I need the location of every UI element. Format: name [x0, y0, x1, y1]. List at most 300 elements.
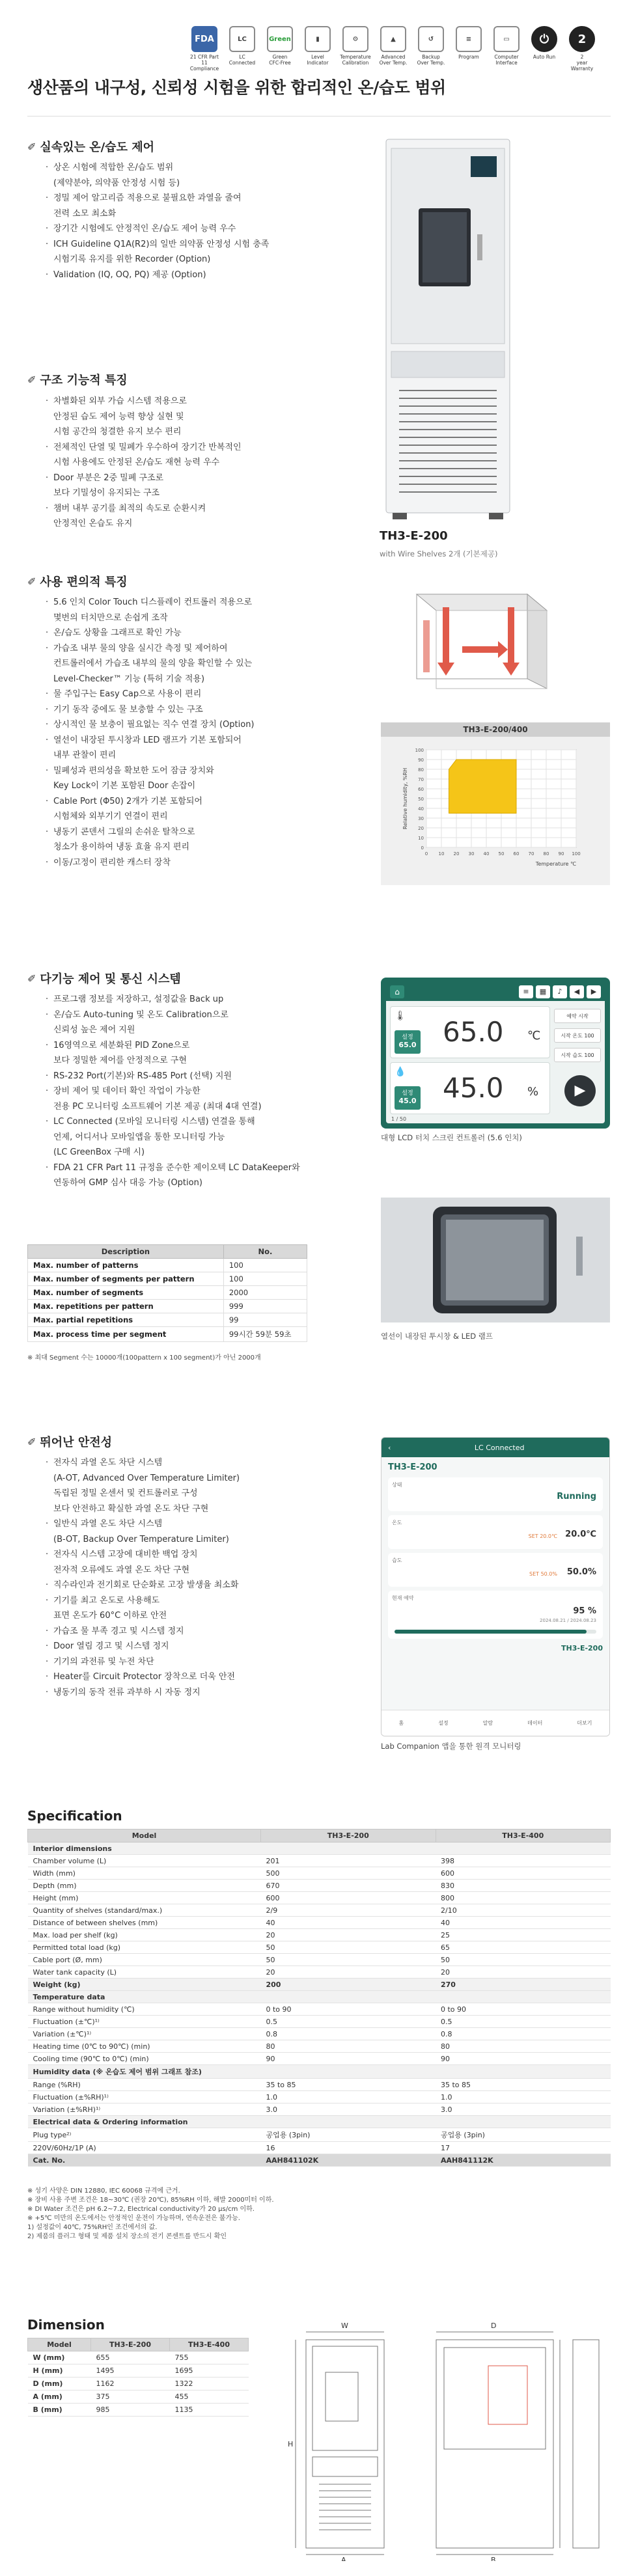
list-item: · 직수라인과 전기회로 단순화로 고장 발생율 최소화	[46, 1578, 240, 1593]
table-cell: 1162	[91, 2377, 170, 2391]
list-item: · 차별화된 외부 가습 시스템 적용으로	[46, 394, 242, 409]
table-cell: D (mm)	[28, 2377, 91, 2391]
table-header: Model	[28, 2338, 91, 2351]
table-cell	[436, 1991, 611, 2003]
list-item: · FDA 21 CFR Part 11 규정을 준수한 제이오텍 LC DataKeeper와	[46, 1160, 300, 1176]
table-cell: Variation (±%RH)¹⁾	[28, 2103, 261, 2116]
section-marker-icon: ✐	[27, 140, 36, 153]
table-cell: 2/10	[436, 1904, 611, 1917]
table-cell: 20	[436, 1966, 611, 1979]
table-row	[28, 1954, 611, 1966]
section-network-title: ✐ 다기능 제어 및 통신 시스템	[27, 972, 181, 986]
table-row	[28, 2091, 611, 2103]
table-row	[28, 1929, 611, 1941]
table-cell: 3.0	[436, 2103, 611, 2116]
backup-icon: ↺	[418, 26, 444, 52]
list-item: · 온/습도 Auto-tuning 및 온도 Calibration으로	[46, 1007, 300, 1023]
list-item: 시험기록 유지를 위한 Recorder (Option)	[53, 254, 211, 264]
table-cell: 100	[223, 1272, 307, 1286]
list-item: 보다 기밀성이 유지되는 구조	[53, 488, 160, 498]
x-tick-label: 40	[483, 851, 490, 856]
table-row	[28, 1286, 307, 1300]
list-item: · Validation (IQ, OQ, PQ) 제공 (Option)	[46, 267, 269, 283]
program-table	[27, 1244, 307, 1342]
note-line: ※ DI Water 조건은 pH 6.2~7.2, Electrical conductivity가 20 μs/cm 이하.	[27, 2206, 255, 2213]
table-cell: 655	[91, 2351, 170, 2364]
list-item: 신뢰성 높은 제어 지원	[53, 1025, 135, 1035]
dim-label-h: H	[288, 2440, 294, 2448]
badge	[452, 26, 486, 72]
table-cell: 1495	[91, 2364, 170, 2377]
list-item: · 물 주입구는 Easy Cap으로 사용이 편리	[46, 687, 255, 702]
table-row	[28, 2116, 611, 2128]
table-cell: 50	[261, 1954, 436, 1966]
table-cell: 0.8	[436, 2028, 611, 2040]
badge-label: Program	[458, 54, 479, 60]
temp-unit: ℃	[527, 1029, 541, 1043]
list-item: · 기기를 최고 온도로 사용해도	[46, 1593, 240, 1609]
phone-temp-value: 20.0℃	[565, 1529, 596, 1539]
badge-label: 2 year Warranty	[570, 54, 594, 72]
table-cell: AAH841112K	[436, 2154, 611, 2167]
table-cell: 985	[91, 2404, 170, 2417]
phone-hum-value: 50.0%	[566, 1567, 596, 1577]
table-cell: 35 to 85	[261, 2079, 436, 2091]
table-cell: Plug type²⁾	[28, 2128, 261, 2142]
section-marker-icon: ✐	[27, 1435, 36, 1448]
table-cell: Max. process time per segment	[28, 1327, 224, 1342]
badge-label: Computer Interface	[494, 54, 519, 66]
table-cell: Temperature data	[28, 1991, 261, 2003]
back-arrow-icon[interactable]: ‹	[388, 1443, 391, 1452]
alarm-icon[interactable]: ♪	[553, 985, 567, 998]
temp-set: SET 20.0℃	[528, 1533, 557, 1539]
table-row	[28, 1843, 611, 1855]
airflow-illustration	[391, 581, 560, 692]
x-tick-label: 70	[528, 851, 534, 856]
note-line: ※ 성기 사양은 DIN 12880, IEC 60068 규격에 근거.	[27, 2187, 180, 2195]
table-cell: 1.0	[261, 2091, 436, 2103]
list-item: · 전체적인 단열 및 밀폐가 우수하여 장기간 반복적인	[46, 440, 242, 456]
table-cell: Interior dimensions	[28, 1843, 261, 1855]
table-cell: Max. number of segments	[28, 1286, 224, 1300]
graph-icon[interactable]: ▦	[536, 985, 550, 998]
hum-unit: %	[527, 1085, 539, 1099]
badge-label: Green CFC-Free	[269, 54, 291, 66]
table-row	[28, 2142, 611, 2154]
table-cell: 201	[261, 1855, 436, 1867]
program-note: ※ 최대 Segment 수는 10000개(100pattern x 100 segment)가 아닌 2000개	[27, 1354, 261, 1362]
table-cell: A (mm)	[28, 2391, 91, 2404]
table-cell: Max. repetitions per pattern	[28, 1300, 224, 1313]
table-cell: Variation (±℃)¹⁾	[28, 2028, 261, 2040]
dimension-drawing	[273, 2314, 612, 2561]
table-cell: 공업용 (3pin)	[436, 2128, 611, 2142]
warranty-icon: 2	[569, 26, 595, 52]
temp-label: 온도	[392, 1520, 402, 1526]
section-safety-title: ✐ 뛰어난 안전성	[27, 1435, 113, 1449]
badge	[565, 26, 599, 72]
list-item: · 전자식 과열 온도 차단 시스템	[46, 1455, 240, 1471]
y-axis-label: Relative humidity, %RH	[402, 767, 408, 830]
alarm-label: 현재 예약	[392, 1595, 414, 1601]
menu-icon[interactable]: ≡	[519, 985, 533, 998]
list-item: 안정된 습도 제어 능력 향상 실현 및	[53, 411, 184, 422]
y-tick-label: 30	[418, 816, 424, 821]
table-cell: Weight (kg)	[28, 1979, 261, 1991]
table-row	[28, 1313, 307, 1327]
start-hum-button[interactable]: 시작 습도 100	[554, 1048, 601, 1062]
feature-badges	[187, 26, 599, 72]
table-cell: 1695	[170, 2364, 249, 2377]
table-cell: 220V/60Hz/1P (A)	[28, 2142, 261, 2154]
table-cell: 375	[91, 2391, 170, 2404]
y-tick-label: 70	[418, 777, 424, 782]
y-tick-label: 0	[421, 845, 424, 851]
x-tick-label: 10	[438, 851, 445, 856]
table-row	[28, 2351, 249, 2364]
section-marker-icon: ✐	[27, 972, 36, 985]
table-row	[28, 1979, 611, 1991]
thermometer-icon: 🌡	[395, 1011, 406, 1021]
table-cell: Fluctuation (±℃)¹⁾	[28, 2016, 261, 2028]
badge	[263, 26, 297, 72]
spec-table	[27, 1829, 611, 2167]
network-list	[46, 992, 300, 1191]
product-sub-caption: with Wire Shelves 2개 (기본제공)	[380, 549, 498, 558]
page-headline: 생산품의 내구성, 신뢰성 시험을 위한 합리적인 온/습도 범위	[27, 78, 446, 97]
list-item: (LC GreenBox 구매 시)	[53, 1147, 145, 1157]
home-icon[interactable]: ⌂	[390, 985, 404, 998]
nav-item[interactable]: 데이터	[527, 1720, 543, 1726]
table-header: Model	[28, 1829, 261, 1843]
list-item: 언제, 어디서나 모바일앱을 통한 모니터링 가능	[53, 1132, 225, 1142]
table-row	[28, 2377, 249, 2391]
table-cell: 99시간 59분 59초	[223, 1327, 307, 1342]
x-tick-label: 50	[498, 851, 505, 856]
table-row	[28, 1892, 611, 1904]
badge	[339, 26, 372, 72]
table-cell: 17	[436, 2142, 611, 2154]
status-label: 상태	[392, 1482, 402, 1488]
list-item: · 냉동기의 동작 전류 과부하 시 자동 정지	[46, 1685, 240, 1701]
app-header: LC Connected	[474, 1443, 525, 1452]
table-cell: B (mm)	[28, 2404, 91, 2417]
range-chart	[381, 737, 610, 885]
table-cell: 600	[436, 1867, 611, 1880]
badge-label: Backup Over Temp.	[417, 54, 445, 66]
table-cell: 830	[436, 1880, 611, 1892]
table-cell: 0.5	[436, 2016, 611, 2028]
table-cell: 35 to 85	[436, 2079, 611, 2091]
table-cell: Fluctuation (±%RH)¹⁾	[28, 2091, 261, 2103]
list-item: 청소가 용이하여 냉동 효율 유지 편리	[53, 842, 190, 852]
phone-model: TH3-E-200	[388, 1462, 437, 1472]
table-cell: 755	[170, 2351, 249, 2364]
table-cell	[261, 2065, 436, 2079]
badge-label: LC Connected	[229, 54, 256, 66]
safety-list	[46, 1455, 240, 1700]
list-item: (A-OT, Advanced Over Temperature Limiter)	[53, 1473, 240, 1483]
table-cell: 40	[436, 1917, 611, 1929]
list-item: · 장비 제어 및 데이터 확인 작업이 가능한	[46, 1084, 300, 1099]
list-item: · 기기 동작 중에도 물 보충할 수 있는 구조	[46, 702, 255, 718]
progress-fill	[395, 1630, 587, 1634]
table-cell: Width (mm)	[28, 1867, 261, 1880]
table-row	[28, 2053, 611, 2065]
list-item: Level-Checker™ 기능 (특허 기술 적용)	[53, 674, 205, 684]
list-item: 전자적 오류에도 과열 온도 차단 구현	[53, 1565, 190, 1575]
y-tick-label: 60	[418, 787, 424, 792]
table-cell: 0.5	[261, 2016, 436, 2028]
section-marker-icon: ✐	[27, 575, 36, 588]
hum-set-box[interactable]: 설정 45.0	[395, 1086, 421, 1110]
viewing-window-image	[381, 1198, 610, 1322]
computer-icon: ▭	[493, 26, 520, 52]
table-cell: 670	[261, 1880, 436, 1892]
reserve-start-button[interactable]: 예약 시작	[554, 1009, 601, 1023]
table-header: Description	[28, 1245, 224, 1259]
badge-label: 21 CFR Part 11 Compliance	[189, 54, 219, 72]
table-cell: 3.0	[261, 2103, 436, 2116]
table-cell: 40	[261, 1917, 436, 1929]
over-temp-icon: ▲	[380, 26, 406, 52]
lcd-controller-screen	[381, 978, 610, 1129]
table-cell: 398	[436, 1855, 611, 1867]
table-cell: 65	[436, 1941, 611, 1954]
humidity-drop-icon: 💧	[395, 1067, 406, 1077]
hum-label: 습도	[392, 1557, 402, 1563]
badge	[376, 26, 410, 72]
control-list	[46, 160, 269, 282]
table-cell: Chamber volume (L)	[28, 1855, 261, 1867]
list-item: 시험 공간의 청결한 유지 보수 편리	[53, 427, 182, 437]
badge-label: Temperature Calibration	[340, 54, 371, 66]
dim-label-b: B	[491, 2556, 496, 2561]
table-cell: Heating time (0℃ to 90℃) (min)	[28, 2040, 261, 2053]
dim-label-d: D	[491, 2322, 497, 2330]
list-item: · 상시적인 물 보충이 필요없는 직수 연결 장치 (Option)	[46, 717, 255, 733]
section-structure-title: ✐ 구조 기능적 특징	[27, 373, 128, 387]
range-chart-panel	[381, 722, 610, 885]
table-row	[28, 2065, 611, 2079]
list-item: · 프로그램 정보를 저장하고, 설정값을 Back up	[46, 992, 300, 1007]
nav-item[interactable]: 홈	[398, 1720, 404, 1726]
list-item: · Cable Port (Φ50) 2개가 기본 포함되어	[46, 794, 255, 810]
badge	[490, 26, 523, 72]
section-convenience-title: ✐ 사용 편의적 특징	[27, 575, 128, 589]
y-tick-label: 50	[418, 797, 424, 802]
table-cell: Cable port (Ø, mm)	[28, 1954, 261, 1966]
list-item: · 전자식 시스템 고장에 대비한 백업 장치	[46, 1547, 240, 1563]
table-cell: Max. load per shelf (kg)	[28, 1929, 261, 1941]
spec-notes	[27, 2187, 274, 2241]
list-item: · 5.6 인치 Color Touch 디스플레이 컨트롤러 적용으로	[46, 595, 255, 610]
x-tick-label: 60	[513, 851, 520, 856]
table-row	[28, 2364, 249, 2377]
list-item: · 가습조 물 부족 경고 및 시스템 정지	[46, 1624, 240, 1639]
table-cell: H (mm)	[28, 2364, 91, 2377]
table-cell: 500	[261, 1867, 436, 1880]
list-item: 시험체와 외부기기 연결이 편리	[53, 812, 168, 821]
table-row	[28, 1941, 611, 1954]
spec-title: Specification	[27, 1808, 122, 1824]
table-cell: 0.8	[261, 2028, 436, 2040]
table-row	[28, 1966, 611, 1979]
table-cell: 455	[170, 2391, 249, 2404]
list-item: 컨트롤러에서 가습조 내부의 물의 양을 확인할 수 있는	[53, 659, 253, 668]
list-item: 표면 온도가 60°C 이하로 안전	[53, 1611, 167, 1621]
start-temp-button[interactable]: 시작 온도 100	[554, 1028, 601, 1043]
table-cell: 0 to 90	[261, 2003, 436, 2016]
section-control-title: ✐ 실속있는 온/습도 제어	[27, 140, 155, 154]
y-tick-label: 100	[415, 748, 424, 753]
list-item: Key Lock이 기본 포함된 Door 손잡이	[53, 781, 196, 791]
table-row	[28, 2079, 611, 2091]
back-icon[interactable]: ◀	[570, 985, 584, 998]
nav-item[interactable]: 설정	[438, 1720, 449, 1726]
table-row	[28, 1272, 307, 1286]
table-row	[28, 2391, 249, 2404]
table-cell: 90	[436, 2053, 611, 2065]
table-row	[28, 1880, 611, 1892]
x-tick-label: 20	[453, 851, 460, 856]
list-item: · 가습조 내부 물의 양을 실시간 측정 및 제어하여	[46, 641, 255, 657]
table-row	[28, 2404, 249, 2417]
table-row	[28, 1904, 611, 1917]
list-item: 독립된 정밀 온센서 및 컨트롤러로 구성	[53, 1488, 198, 1498]
list-item: · 기기의 과전류 및 누전 차단	[46, 1654, 240, 1670]
table-header: TH3-E-400	[170, 2338, 249, 2351]
table-cell: 50	[261, 1941, 436, 1954]
table-cell: Max. number of segments per pattern	[28, 1272, 224, 1286]
list-item: · 장기간 시험에도 안정적인 온/습도 제어 능력 우수	[46, 221, 269, 237]
alarm-value: 95 %	[573, 1606, 596, 1616]
next-icon[interactable]: ▶	[587, 985, 601, 998]
x-tick-label: 0	[424, 851, 428, 856]
phone-nav	[381, 1710, 609, 1736]
phone-footer-model: TH3-E-200	[561, 1644, 603, 1652]
list-item: · Door 부분은 2중 밀폐 구조로	[46, 471, 242, 486]
table-cell: 2/9	[261, 1904, 436, 1917]
fda-icon: FDA	[191, 26, 217, 52]
table-row	[28, 2028, 611, 2040]
table-cell: 600	[261, 1892, 436, 1904]
table-row	[28, 2003, 611, 2016]
list-item: 전용 PC 모니터링 소프트웨어 기본 제공 (최대 4대 연결)	[53, 1101, 262, 1112]
status-value: Running	[557, 1492, 596, 1501]
table-cell: 1135	[170, 2404, 249, 2417]
table-cell: Max. number of patterns	[28, 1259, 224, 1272]
table-cell: 80	[261, 2040, 436, 2053]
list-item: · 온/습도 상황을 그래프로 확인 가능	[46, 625, 255, 641]
table-cell: 16	[261, 2142, 436, 2154]
note-line: ※ +5℃ 미만의 온도에서는 안정적인 운전이 가능하며, 연속운전은 불가능.	[27, 2215, 240, 2222]
list-item: 몇번의 터치만으로 손쉽게 조작	[53, 612, 168, 623]
table-cell: Max. partial repetitions	[28, 1313, 224, 1327]
y-tick-label: 10	[418, 836, 424, 841]
y-tick-label: 20	[418, 826, 424, 831]
badge	[301, 26, 335, 72]
table-cell: Electrical data & Ordering information	[28, 2116, 261, 2128]
list-item: · 이동/고정이 편리한 캐스터 장착	[46, 855, 255, 871]
auto-run-icon: ⏻	[531, 26, 557, 52]
x-tick-label: 80	[543, 851, 549, 856]
lc-connected-icon: LC	[229, 26, 255, 52]
temp-set-box[interactable]: 설정 65.0	[395, 1030, 421, 1054]
y-tick-label: 90	[418, 758, 424, 763]
table-cell: Height (mm)	[28, 1892, 261, 1904]
badge	[414, 26, 448, 72]
table-cell	[436, 2116, 611, 2128]
nav-item[interactable]: 알람	[482, 1720, 493, 1726]
range-chart-title: TH3-E-200/400	[381, 722, 610, 737]
convenience-list	[46, 595, 255, 870]
table-cell: 90	[261, 2053, 436, 2065]
list-item: · LC Connected (모바일 모니터링 시스템) 연결을 통해	[46, 1114, 300, 1130]
table-cell: W (mm)	[28, 2351, 91, 2364]
table-cell: 270	[436, 1979, 611, 1991]
level-indicator-icon: ▮	[305, 26, 331, 52]
section-marker-icon: ✐	[27, 373, 36, 386]
list-item: · 냉동기 콘덴서 그릴의 손쉬운 탈착으로	[46, 825, 255, 840]
alarm-date: 2024.08.21 / 2024.08.23	[540, 1618, 596, 1623]
green-cfc-icon: Green	[267, 26, 293, 52]
play-icon[interactable]: ▶	[564, 1075, 596, 1106]
temp-value: 65.0	[443, 1016, 504, 1048]
table-row	[28, 1917, 611, 1929]
table-cell: Water tank capacity (L)	[28, 1966, 261, 1979]
mobile-app-screen	[381, 1437, 610, 1736]
table-cell: 0 to 90	[436, 2003, 611, 2016]
table-cell: AAH841102K	[261, 2154, 436, 2167]
table-header: TH3-E-200	[261, 1829, 436, 1843]
table-header: TH3-E-200	[91, 2338, 170, 2351]
table-row	[28, 1327, 307, 1342]
list-item: · 상온 시험에 적합한 온/습도 범위	[46, 160, 269, 176]
table-cell: 999	[223, 1300, 307, 1313]
table-cell: Depth (mm)	[28, 1880, 261, 1892]
table-cell: 공업용 (3pin)	[261, 2128, 436, 2142]
list-item: (B-OT, Backup Over Temperature Limiter)	[53, 1534, 229, 1544]
table-cell: 100	[223, 1259, 307, 1272]
table-cell: 1322	[170, 2377, 249, 2391]
note-line: ※ 장비 사용 주변 조건은 18~30℃ (권장 20℃), 85%RH 이하, 해발 2000미터 이하.	[27, 2197, 274, 2204]
table-row	[28, 2040, 611, 2053]
hum-value: 45.0	[443, 1072, 504, 1104]
table-cell	[436, 1843, 611, 1855]
table-row	[28, 2154, 611, 2167]
table-cell: 20	[261, 1929, 436, 1941]
y-tick-label: 40	[418, 806, 424, 812]
badge-label: Auto Run	[533, 54, 556, 60]
window-caption: 열선이 내장된 투시창 & LED 램프	[381, 1332, 493, 1341]
list-item: · 일반식 과열 온도 차단 시스템	[46, 1516, 240, 1532]
nav-item[interactable]: 더보기	[577, 1720, 592, 1726]
badge-label: Advanced Over Temp.	[379, 54, 408, 66]
list-item: · 밀폐성과 편의성을 확보한 도어 잠금 장치와	[46, 763, 255, 779]
list-item: 내부 관찰이 편리	[53, 750, 117, 760]
table-cell: 50	[436, 1954, 611, 1966]
table-row	[28, 2103, 611, 2116]
x-tick-label: 30	[468, 851, 475, 856]
dimension-title: Dimension	[27, 2317, 105, 2333]
table-cell: Range (%RH)	[28, 2079, 261, 2091]
phone-caption: Lab Companion 앱을 통한 원격 모니터링	[381, 1742, 521, 1751]
table-cell	[261, 1843, 436, 1855]
table-cell: Quantity of shelves (standard/max.)	[28, 1904, 261, 1917]
list-item: · 챔버 내부 공기를 최적의 속도로 순환시켜	[46, 501, 242, 517]
